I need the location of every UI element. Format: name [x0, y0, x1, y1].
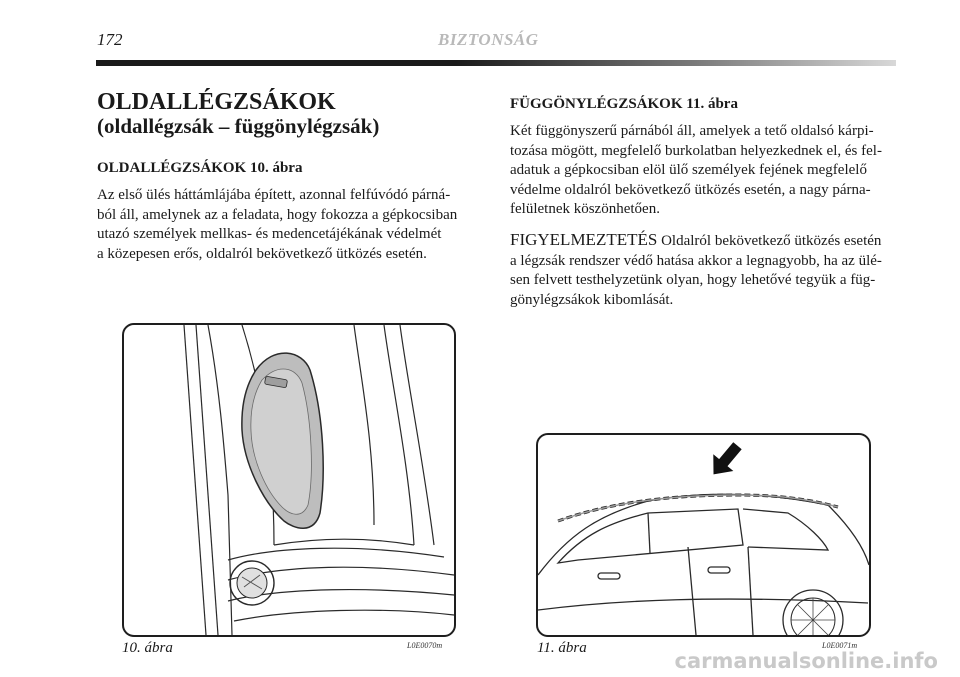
- text-line: sen felvett testhelyzetünk olyan, hogy lehetővé tegyük a füg-: [510, 272, 876, 288]
- page-number: 172: [97, 30, 123, 49]
- text-line: tozása mögött, megfelelő burkolatban helyezkednek el, és fel-: [510, 142, 882, 159]
- side-airbag-heading: OLDALLÉGZSÁKOK 10. ábra: [97, 160, 303, 176]
- text-line: a közepesen erős, oldalról bekövetkező ütközés esetén.: [97, 245, 427, 262]
- text-line: adatuk a gépkocsiban elöl ülő személyek fejének megfelelő: [510, 162, 867, 178]
- text-line: utazó személyek mellkas- és medencetájékának védelmét: [97, 226, 442, 242]
- page-subtitle: (oldallégzsák – függönylégzsák): [97, 114, 380, 138]
- text-line: felületnek köszönhetően.: [510, 201, 660, 217]
- text-line: Az első ülés háttámlájába épített, azonnal felfúvódó párná-: [97, 187, 451, 203]
- page-title: OLDALLÉGZSÁKOK: [97, 89, 336, 115]
- figure-10-code: L0E0070m: [407, 641, 443, 650]
- curtain-airbag-heading: FÜGGÖNYLÉGZSÁKOK 11. ábra: [510, 96, 738, 112]
- figure-11-illustration: [536, 433, 871, 637]
- figure-11-code: L0E0071m: [822, 641, 858, 650]
- text-line: védelme oldalról bekövetkező ütközés esetén, a nagy párna-: [510, 181, 871, 198]
- side-airbag-text: [97, 186, 477, 264]
- figure-11-caption: 11. ábra: [537, 640, 587, 656]
- warning-label: FIGYELMEZTETÉS: [510, 230, 658, 249]
- text-line: ból áll, amelynek az a feladata, hogy fokozza a gépkocsiban: [97, 206, 458, 223]
- curtain-airbag-text: [510, 122, 896, 220]
- section-title: BIZTONSÁG: [438, 30, 539, 49]
- text-line: Két függönyszerű párnából áll, amelyek a tető oldalsó kárpi-: [510, 123, 874, 139]
- watermark: carmanualsonline.info: [674, 649, 938, 673]
- warning-first-line: Oldalról bekövetkező ütközés esetén: [661, 233, 882, 249]
- figure-10-caption: 10. ábra: [122, 640, 173, 656]
- seat-airbag-drawing: [124, 325, 454, 635]
- figure-10-illustration: [122, 323, 456, 637]
- header-rule: [96, 60, 896, 66]
- car-curtain-airbag-drawing: [538, 435, 869, 635]
- text-line: a légzsák rendszer védő hatása akkor a legnagyobb, ha az ülé-: [510, 252, 882, 269]
- warning-block: [510, 230, 896, 310]
- text-line: gönylégzsákok kibomlását.: [510, 291, 674, 308]
